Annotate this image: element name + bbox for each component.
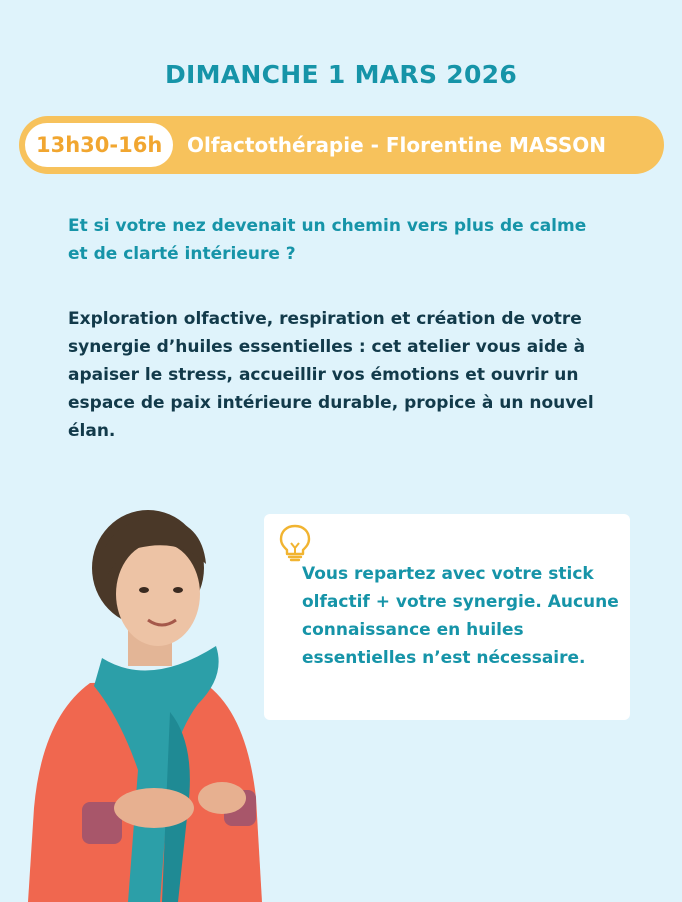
session-banner [19, 116, 664, 174]
tip-text: Vous repartez avec votre stick olfactif + votre synergie. Aucune connaissance en huiles essentielles n’est nécessaire. [302, 564, 619, 668]
time-badge: 13h30-16h [25, 123, 173, 167]
workshop-description: Exploration olfactive, respiration et création de votre synergie d’huiles essentielles : cet atelier vous aide à apaiser le stress, accueillir vos émotions et ouvrir un espace de paix intérieure durable, propice à un nouvel élan. [68, 309, 594, 441]
session-title: Olfactothérapie - Florentine MASSON [187, 133, 607, 157]
speaker-photo [20, 508, 270, 902]
event-date: DIMANCHE 1 MARS 2026 [164, 60, 518, 89]
tip-card [264, 514, 630, 720]
lightbulb-icon [278, 522, 312, 562]
intro-question: Et si votre nez devenait un chemin vers plus de calme et de clarté intérieure ? [68, 216, 587, 264]
